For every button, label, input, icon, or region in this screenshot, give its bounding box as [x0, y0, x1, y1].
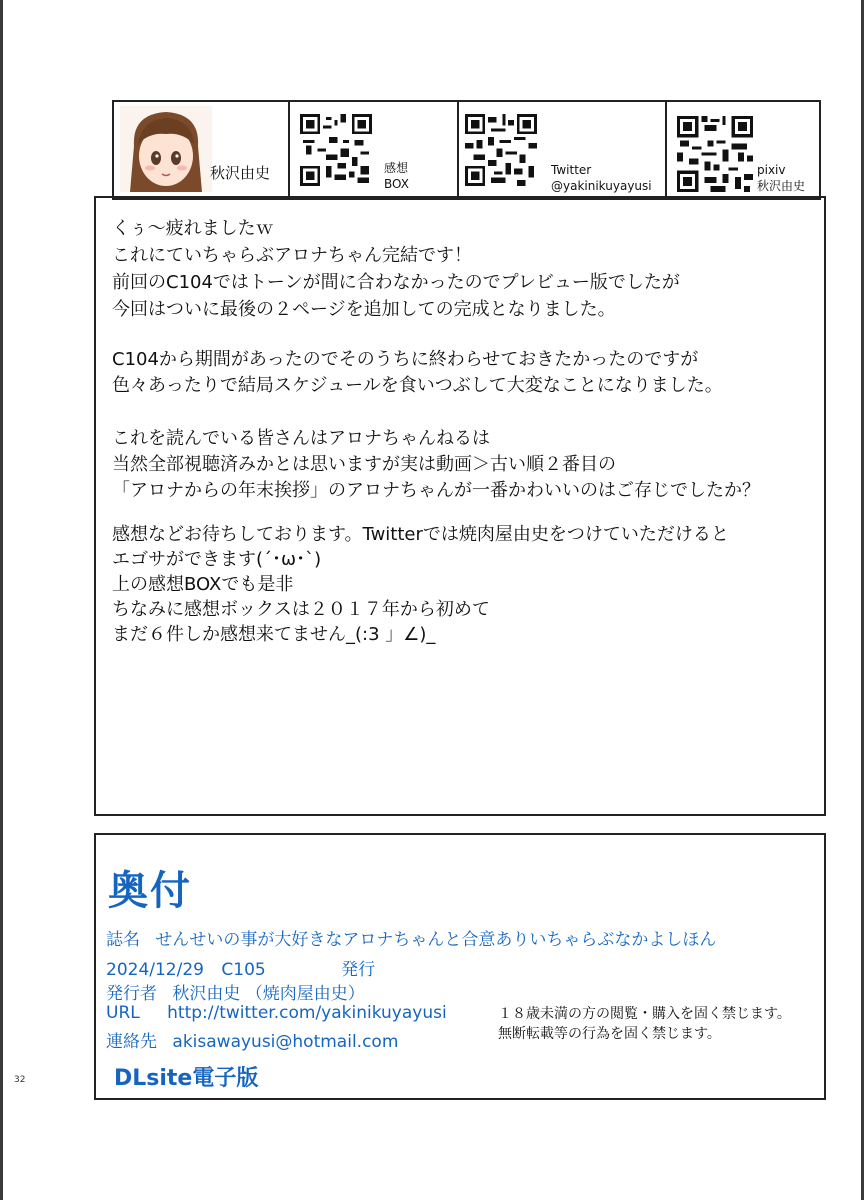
message-line: ちなみに感想ボックスは２０１７年から初めて — [112, 599, 490, 620]
age-restriction-notice: １８歳未満の方の閲覧・購入を固く禁じます。 — [498, 1006, 791, 1022]
reprint-prohibition-notice: 無断転載等の行為を固く禁じます。 — [498, 1026, 721, 1042]
contact-label: 連絡先 — [106, 1032, 157, 1052]
publisher-name: 秋沢由史 （焼肉屋由史） — [172, 984, 365, 1004]
publish-date: 2024/12/29 — [106, 960, 204, 980]
message-line: くぅ～疲れましたｗ — [112, 218, 274, 239]
publisher-line — [106, 979, 365, 1004]
message-line: 今回はついに最後の２ページを追加しての完成となりました。 — [112, 299, 616, 320]
message-line: 「アロナからの年末挨拶」のアロナちゃんが一番かわいいのはご存じでしたか？ — [112, 480, 760, 501]
colophon-box — [94, 833, 826, 1100]
message-line: まだ６件しか感想来てません_(:3 」∠)_ — [112, 624, 436, 645]
url-line — [106, 1003, 447, 1023]
message-line: 感想などお待ちしております。Twitterでは焼肉屋由史をつけていただけると — [112, 524, 729, 545]
message-line: これにていちゃらぶアロナちゃん完結です！ — [112, 245, 472, 266]
qr-code-icon — [465, 114, 537, 186]
impression-box-cell — [290, 102, 459, 198]
author-avatar — [120, 106, 212, 192]
publisher-label: 発行者 — [106, 984, 157, 1004]
pixiv-cell — [667, 102, 819, 198]
page-number: 32 — [14, 1075, 26, 1085]
issue-label: 発行 — [341, 960, 376, 980]
contact-email[interactable]: akisawayusi@hotmail.com — [172, 1032, 399, 1052]
url-link[interactable]: http://twitter.com/yakinikuyayusi — [167, 1003, 447, 1023]
qr-code-icon — [677, 116, 753, 192]
work-title-label: 誌名 — [106, 930, 140, 950]
message-line: 上の感想BOXでも是非 — [112, 574, 294, 595]
message-line: C104から期間があったのでそのうちに終わらせておきたかったのですが — [112, 349, 699, 370]
url-label: URL — [106, 1003, 140, 1023]
work-title-line — [106, 925, 716, 950]
colophon-title: 奥付 — [108, 868, 192, 914]
message-line: 前回のC104ではトーンが間に合わなかったのでプレビュー版でしたが — [112, 272, 680, 293]
work-title: せんせいの事が大好きなアロナちゃんと合意ありいちゃらぶなかよしほん — [155, 930, 717, 950]
twitter-label: Twitter @yakinikuyayusi — [551, 163, 652, 193]
contact-line — [106, 1027, 398, 1052]
impression-box-label: 感想 BOX — [384, 161, 409, 191]
message-line: 色々あったりで結局スケジュールを食いつぶして大変なことになりました。 — [112, 375, 723, 396]
date-line — [106, 955, 375, 980]
pixiv-label: pixiv 秋沢由史 — [757, 163, 806, 193]
event-name: C105 — [221, 960, 266, 980]
pixiv-qr-code[interactable] — [677, 116, 753, 192]
author-info-strip — [112, 100, 821, 200]
twitter-cell — [459, 102, 667, 198]
impression-box-qr-code[interactable] — [300, 114, 372, 186]
qr-code-icon — [300, 114, 372, 186]
edition-label: DLsite電子版 — [114, 1066, 259, 1091]
twitter-qr-code[interactable] — [465, 114, 537, 186]
message-line: 当然全部視聴済みかとは思いますが実は動画＞古い順２番目の — [112, 454, 616, 475]
author-name: 秋沢由史 — [210, 164, 271, 182]
message-line: これを読んでいる皆さんはアロナちゃんねるは — [112, 428, 490, 449]
message-line: エゴサができます(´･ω･`) — [112, 549, 322, 570]
afterword-message-box — [94, 196, 826, 816]
author-cell — [114, 102, 290, 198]
page-edge-left — [0, 0, 3, 1200]
